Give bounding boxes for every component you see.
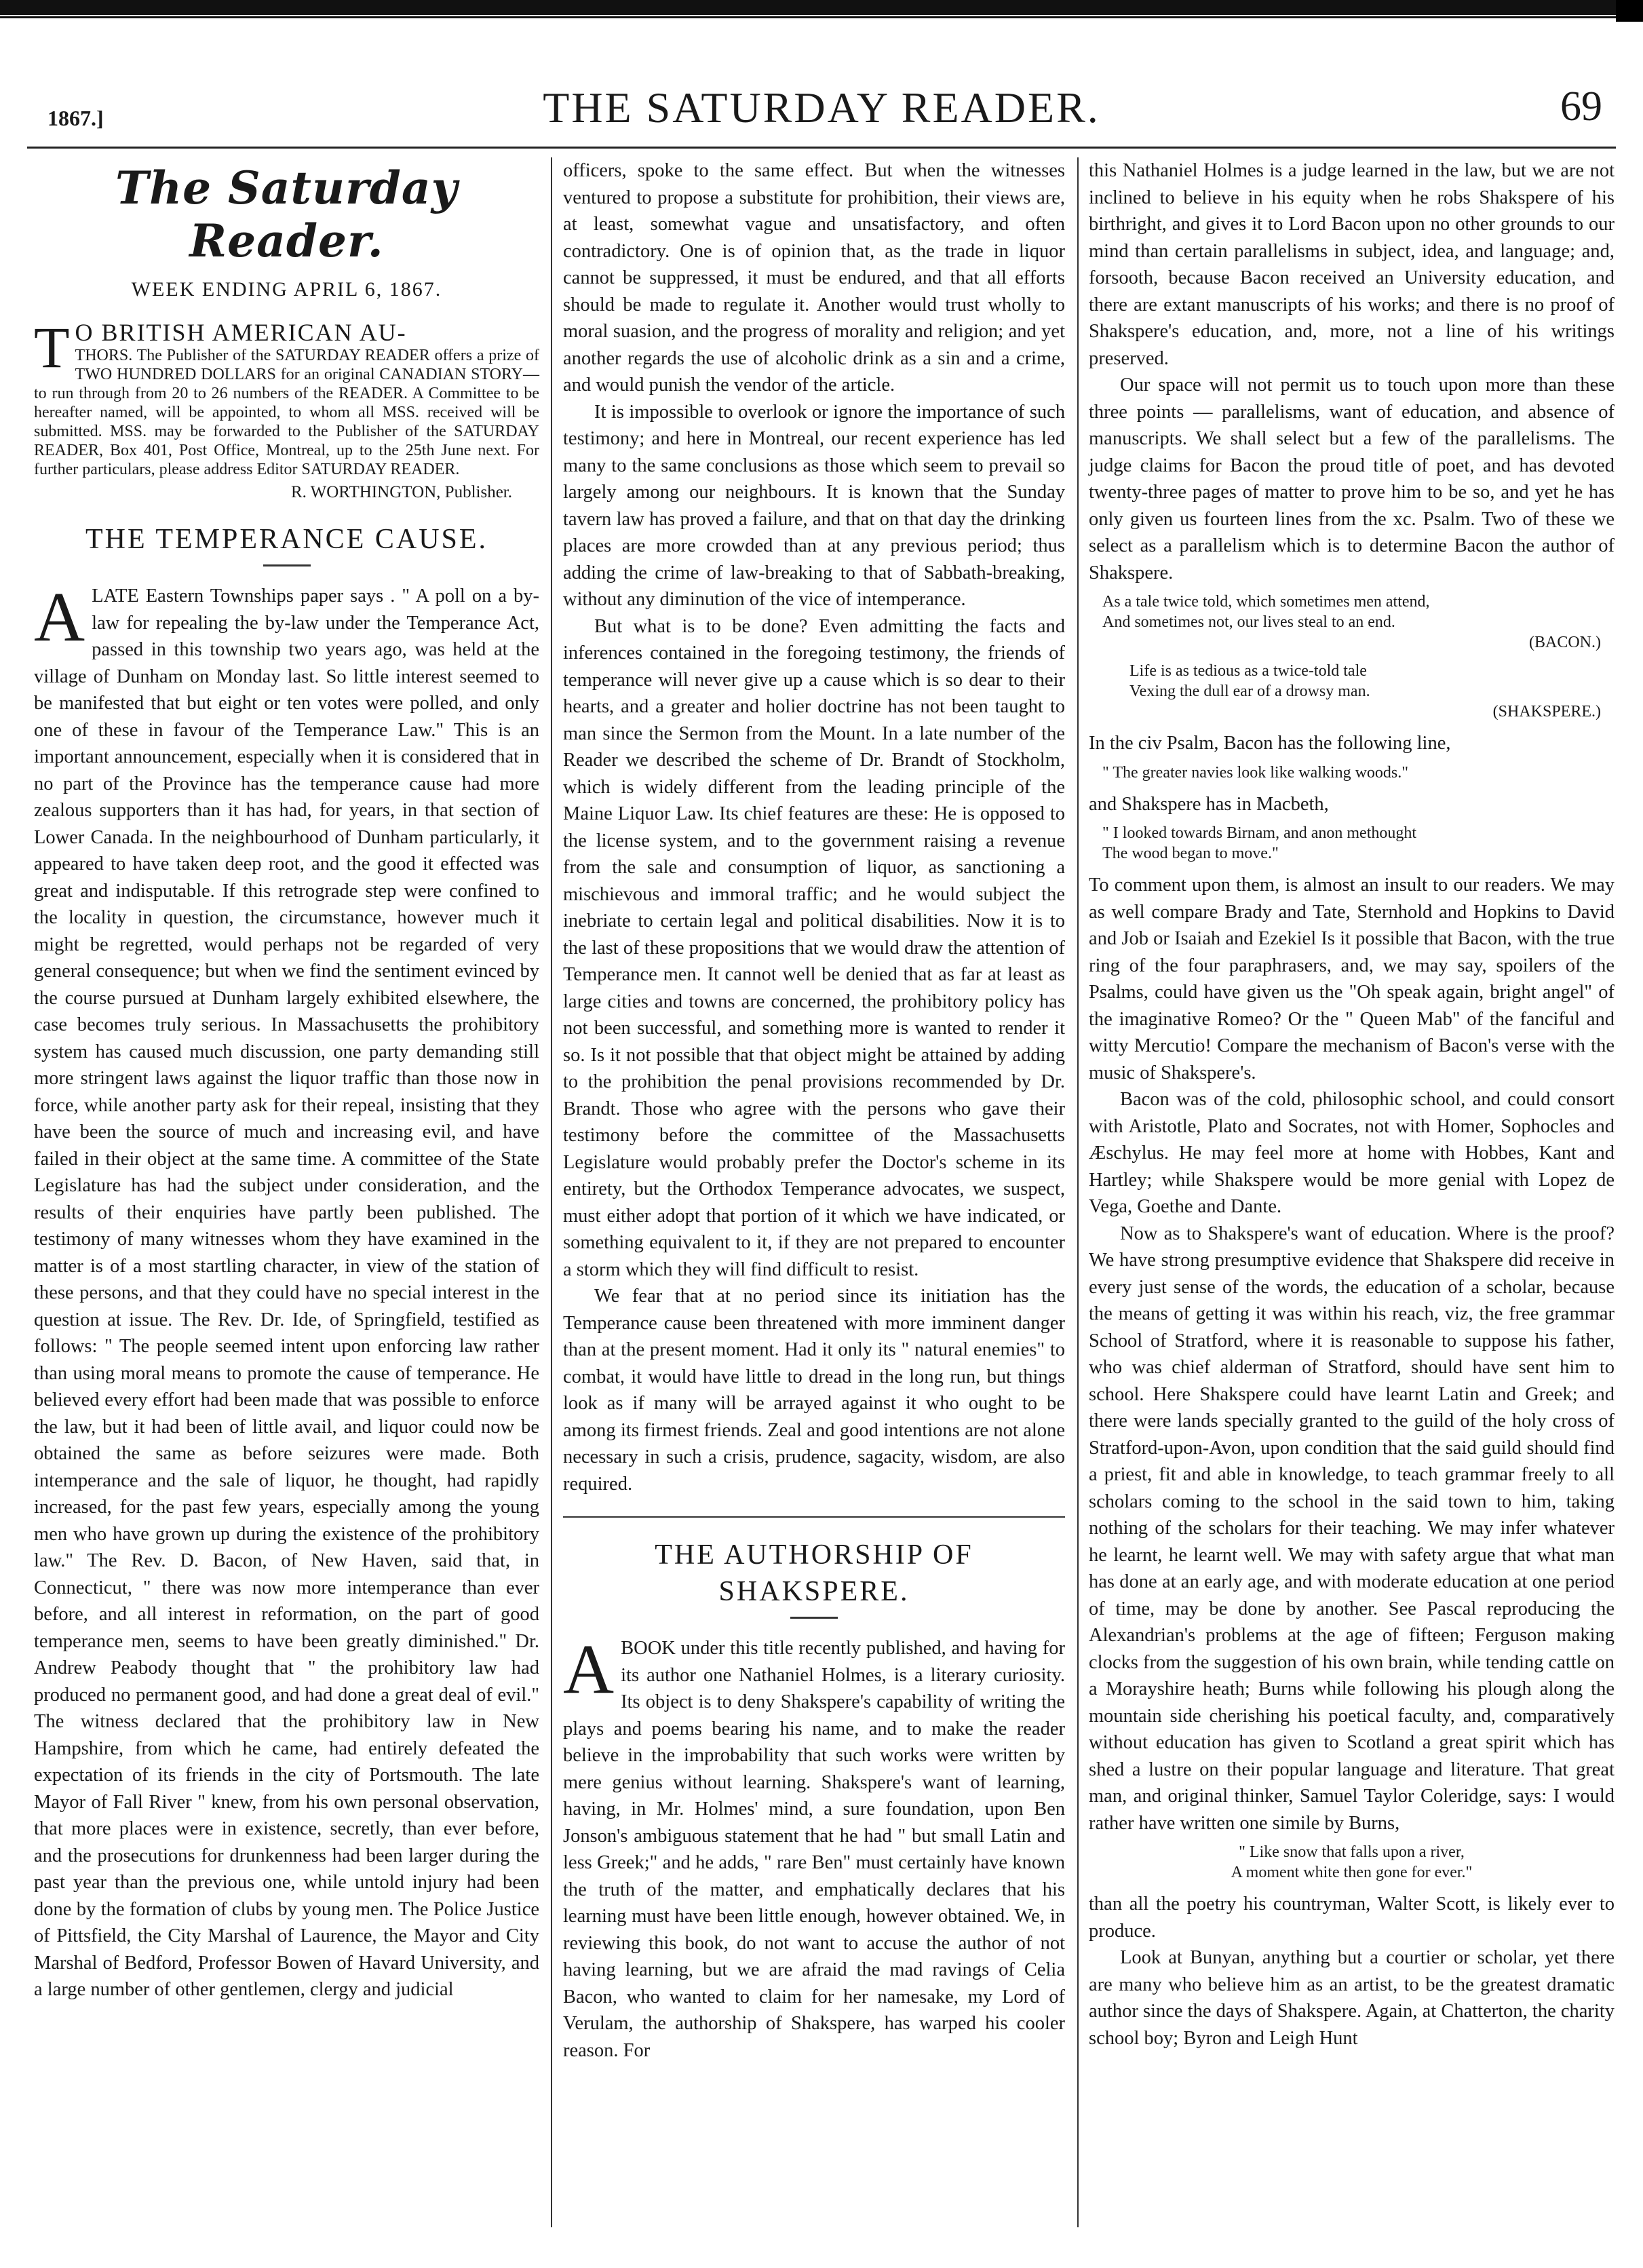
prize-notice xyxy=(34,315,539,479)
masthead: The Saturday Reader. xyxy=(115,161,458,267)
paragraph: But what is to be done? Even admitting the facts and inferences contained in the foregoing testimony, the friends of temperance will never give up a cause which is so dear to their hearts, and a greater and holier doctrine has not been taught to man since the Sermon from the Mount. In a late number of the Reader we described the scheme of Dr. Brandt of Stockholm, which is widely different from the leading principle of the Maine Liquor Law. Its chief features are these: He is opposed to the license system, and to the government raising a revenue from the sale and consumption of liquor, as sanctioning a mischievous and immoral traffic; and he would subject the inebriate to certain legal and political disabilities. Now it is to the last of these propositions that we would draw the attention of Temperance men. It cannot well be denied that as far at least as large cities and towns are concerned, the prohibitory policy has not been successful, and something more is wanted to render it so. Is it not possible that that object might be attained by adding to the prohibition the penal provisions recommended by Dr. Brandt. Those who agree with the persons who gave their testimony before the committee of the Massachusetts Legislature would probably prefer the Doctor's scheme in its entirety, but the Orthodox Temperance advocates, we suspect, must either adopt that portion of it which we have indicated, or something equivalent to it, if they are not prepared to encounter a storm which they will find difficult to resist. xyxy=(563,615,1065,1280)
section-rule xyxy=(563,1516,1065,1518)
paragraph: Now as to Shakspere's want of education. Where is the proof? We have strong presumptive evidence that Shakspere did receive in every just sense of the words, the education of a scholar, because the means of getting it was within his reach, viz, the free grammar School of Stratford, where it is reasonable to suppose his father, who was chief alderman of Stratford, should have sent him to school. Here Shakspere could have learnt Latin and Greek; and there were lands specially granted to the guild of the holy cross of Stratford-upon-Avon, upon condition that the said guild should find a priest, fit and able in knowledge, to teach grammar freely to all scholars coming to the school in the said town to him, taking nothing of the scholars for their teaching. We may infer whatever he learnt, he learnt well. We may with safety argue that what man has done at an early age, and with moderate education at one period of time, may be done by another. See Pascal reproducing the Alexandrian's problems at the age of fifteen; Ferguson making clocks from the suggestion of his own brain, while tending cattle on a Morayshire heath; Burns while following his plough along the mountain side cherishing his poetical faculty, and, comparatively without education has given to Scotland a great spirit which has shed a lustre on their popular language and literature. That great man, and original thinker, Samuel Taylor Coleridge, says: I would rather have written one simile by Burns, xyxy=(1089,1223,1615,1834)
quote-line: Vexing the dull ear of a drowsy man. xyxy=(1129,683,1370,700)
header-date: 1867.] xyxy=(47,106,104,130)
heading-rule xyxy=(790,1617,838,1619)
quote-line: And sometimes not, our lives steal to an end. xyxy=(1102,613,1395,631)
paragraph: Look at Bunyan, anything but a courtier or scholar, yet there are many who believe him as an artist, to be the greatest dramatic author since the days of Shakspere. Again, at Chatterton, the charity school boy; Byron and Leigh Hunt xyxy=(1089,1947,1615,2049)
paragraph: LATE Eastern Townships paper says . " A poll on a by-law for repealing the by-law under the Temperance Act, passed in this township two years ago, was held at the village of Dunham on Monday last. So little interest seemed to be manifested that but eight or ten votes were polled, and only one of these in favour of the Temperance Law." This is an important announcement, especially when it is considered that in no part of the Province has the temperance cause had more zealous supporters than it has had, for years, in that section of Lower Canada. In the neighbourhood of Dunham particularly, it appeared to have taken deep root, and the good it effected was great and indisputable. If this retrograde step were confined to the locality in question, the circumstance, however much it might be regretted, would perhaps not be regarded of very general consequence; but when we find the sentiment evinced by the course pursued at Dunham largely exhibited elsewhere, the case becomes truly serious. In Massachusetts the prohibitory system has caused much discussion, one party demanding still more stringent laws against the liquor traffic than those now in force, while another party ask for their repeal, insisting that they have been the source of much and increasing evil, and have failed in their object at the same time. A committee of the State Legislature has had the subject under consideration, and the results of their enquiries have partly been published. The testimony of many witnesses whom they have examined in the matter is of a most startling character, in view of the station of these persons, and that they could have no special interest in the question at issue. The Rev. Dr. Ide, of Springfield, testified as follows: " The people seemed intent upon enforcing law rather than using moral means to promote the cause of temperance. He believed every effort had been made that was possible to enforce the law, but it had been of little avail, and liquor could now be obtained the same as before seizures were made. Both intemperance and the sale of liquor, he thought, had rapidly increased, for the past few years, especially among the young men who have grown up during the existence of the prohibitory law." The Rev. D. Bacon, of New Haven, said that, in Connecticut, " there was now more intemperance than ever before, and all interest in reformation, on the part of good temperance men, seems to have been greatly diminished." Dr. Andrew Peabody thought that " the prohibitory law had produced no permanent good, and had done a great deal of evil." The witness declared that the prohibitory law in New Hampshire, from which he came, had entirely defeated the expectation of its friends in the city of Portsmouth. The late Mayor of Fall River " knew, from his own personal observation, that more places were in existence, secretly, than ever before, and the prosecutions for drunkenness had been larger during the past year than the previous one, while untold injury had been done by the formation of clubs by young men. The Police Justice of Pittsfield, the City Marshal of Laurence, the Mayor and City Marshal of Bedford, Professor Bowen of Havard University, and a large number of other gentlemen, clergy and judicial xyxy=(34,585,539,2000)
quote-line: Life is as tedious as a twice-told tale xyxy=(1129,662,1367,680)
column-1 xyxy=(34,157,539,2241)
paragraph: In the civ Psalm, Bacon has the following line, xyxy=(1089,733,1451,754)
quotation-burns xyxy=(1102,1842,1601,1883)
paragraph: Our space will not permit us to touch upon more than these three points — parallelisms, want of education, and absence of manuscripts. We shall select but a few of the parallelisms. The judge claims for Bacon the proud title of poet, and has devoted twenty-three pages of matter to prove him to be so, and yet he has only given us fourteen lines from the xc. Psalm. Two of these we select as a parallelism which is to determine Bacon the author of Shakspere. xyxy=(1089,374,1615,583)
publisher-signature: R. WORTHINGTON, Publisher. xyxy=(290,483,512,501)
quotation-macbeth xyxy=(1102,823,1601,864)
paragraph: To comment upon them, is almost an insult to our readers. We may as well compare Brady and Tate, Sternhold and Hopkins to David and Job or Isaiah and Ezekiel Is it possible that Bacon, with the true ring of the four paraphrasers, and, we may say, spoilers of the Psalms, could have given us the "Oh speak again, bright angel" of the imaginative Romeo? Or the " Queen Mab" of the fanciful and witty Mercutio! Compare the mechanism of Bacon's verse with the music of Shakspere's. xyxy=(1089,874,1615,1083)
quote-line: " Like snow that falls upon a river, xyxy=(1239,1843,1465,1861)
paragraph: this Nathaniel Holmes is a judge learned in the law, but we are not inclined to believe in his equity when he robs Shakspere of his birthright, and gives it to Lord Bacon upon no other grounds to our mind than certain parallelisms in subject, idea, and language; and, forsooth, because Bacon received an University education, and there are extant manuscripts of his works; and there is no proof of Shakspere's education, and, more, not a line of his writings preserved. xyxy=(1089,160,1615,369)
heading-rule xyxy=(263,564,311,566)
page-header xyxy=(27,80,1616,141)
paragraph: than all the poetry his countryman, Walter Scott, is likely ever to produce. xyxy=(1089,1894,1615,1942)
paragraph: It is impossible to overlook or ignore the importance of such testimony; and here in Montreal, our recent experience has led many to the same conclusions as those which seem to prevail so largely among our neighbours. It is known that the Sunday tavern law has proved a failure, and that on that day the drinking places are more crowded than at any previous period; thus adding the crime of law-breaking to that of Sabbath-breaking, without any diminution of the vice of intemperance. xyxy=(563,401,1065,610)
column-divider xyxy=(551,157,552,2227)
article-heading-shakspere: THE AUTHORSHIP OF SHAKSPERE. xyxy=(655,1539,973,1607)
paragraph: BOOK under this title recently published, and having for its author one Nathaniel Holmes, is a literary curiosity. Its object is to deny Shakspere's capability of writing the plays and poems bearing his name, and to make the reader believe in the improbability that such works were written by mere genius without learning. Shakspere's want of learning, having, in Mr. Holmes' mind, a sure foundation, upon Ben Jonson's ambiguous statement that he had " but small Latin and less Greek;" and he adds, " rare Ben" must certainly have known the truth of the matter, and emphatically declares that his learning must have been little enough, however obtained. We, in reviewing this book, do not want to accuse the author of not having learning, but we are afraid the mad ravings of Celia Bacon, who wanted to claim for her namesake, my Lord of Verulam, the authorship of Shakspere, has warped his cooler reason. For xyxy=(563,1638,1065,2061)
notice-heading: O BRITISH AMERICAN AU- xyxy=(75,319,407,346)
quote-line: " I looked towards Birnam, and anon methought xyxy=(1102,824,1417,842)
paragraph: We fear that at no period since its initiation has the Temperance cause been threatened with more imminent danger than at the present moment. Had it only its " natural enemies" to combat, it would have little to dread in the long run, but things look as if many will be arrayed against it who ought to be among its firmest friends. Zeal and good intentions are not alone necessary in such a crisis, prudence, sagacity, wisdom, are also required. xyxy=(563,1286,1065,1495)
header-rule xyxy=(27,147,1616,149)
quote-attribution: (SHAKSPERE.) xyxy=(1492,703,1601,720)
quote-line: A moment white then gone for ever." xyxy=(1231,1864,1473,1881)
quotation-shakspere xyxy=(1129,661,1601,722)
quotation: " The greater navies look like walking woods." xyxy=(1102,763,1409,782)
paragraph: and Shakspere has in Macbeth, xyxy=(1089,793,1329,815)
paragraph: Bacon was of the cold, philosophic school, and could consort with Aristotle, Plato and Socrates, not with Homer, Sophocles and Æschylus. He may feel more at home with Hobbes, Kant and Hartley; while Shakspere would be more genial with Lopez de Vega, Goethe and Dante. xyxy=(1089,1089,1615,1217)
quotation-bacon xyxy=(1102,592,1601,653)
quote-attribution: (BACON.) xyxy=(1529,634,1601,651)
article-heading-temperance: THE TEMPERANCE CAUSE. xyxy=(85,524,488,555)
column-divider xyxy=(1077,157,1079,2227)
drop-cap: A xyxy=(34,578,85,656)
paragraph: officers, spoke to the same effect. But when the witnesses ventured to propose a substitute for prohibition, their views are, at least, somewhat vague and unsatisfactory, and often contradictory. One is of opinion that, as the trade in liquor cannot be suppressed, it must be endured, and that all efforts should be made to regulate it. Another would trust wholly to moral suasion, and the progress of morality and religion; and yet another regards the use of alcoholic drink as a sin and a crime, and would punish the vendor of the article. xyxy=(563,160,1065,396)
quote-line: The wood began to move." xyxy=(1102,845,1279,862)
column-3 xyxy=(1089,157,1615,2241)
header-title: THE SATURDAY READER. xyxy=(543,83,1100,132)
week-ending: WEEK ENDING APRIL 6, 1867. xyxy=(131,278,442,301)
top-border xyxy=(0,0,1643,22)
notice-drop-cap: T xyxy=(34,315,70,380)
notice-body: THORS. The Publisher of the SATURDAY READER offers a prize of TWO HUNDRED DOLLARS for an original CANADIAN STORY—to run through from 20 to 26 numbers of the READER. A Committee to be hereafter named, will be appointed, to whom all MSS. received will be submitted. MSS. may be forwarded to the Publisher of the SATURDAY READER, Box 401, Post Office, Montreal, up to the 25th June next. For further particulars, please address Editor SATURDAY READER. xyxy=(34,347,539,478)
quote-line: As a tale twice told, which sometimes men attend, xyxy=(1102,593,1430,611)
page-number: 69 xyxy=(1560,83,1602,130)
drop-cap: A xyxy=(563,1630,615,1708)
column-2 xyxy=(563,157,1065,2241)
